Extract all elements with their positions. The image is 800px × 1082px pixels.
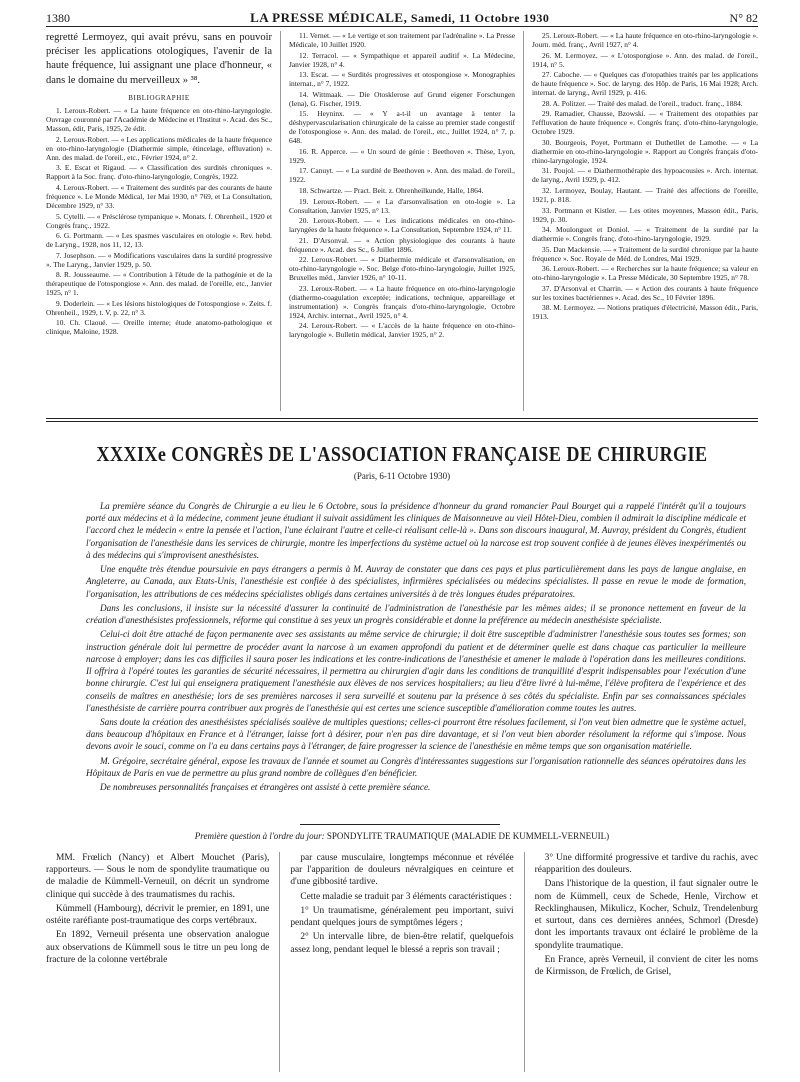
bibliography-entry: 10. Ch. Claoué. — Oreille interne; étude anatomo-pathologique et clinique, Maloine, 1928.: [46, 318, 272, 337]
report-paragraph: Cette maladie se traduit par 3 éléments caractéristiques :: [300, 891, 512, 902]
column-1: [46, 31, 272, 411]
bibliography-entry: 37. D'Arsonval et Charrin. — « Action des courants à haute fréquence sur les toxines bactériennes ». Acad. des Sc., 10 Février 1896.: [532, 283, 758, 302]
section-rule: [46, 418, 758, 419]
question-title: SPONDYLITE TRAUMATIQUE (MALADIE DE KUMMELL-VERNEUIL): [326, 831, 610, 841]
report-column-3: [535, 852, 758, 1072]
issue-number: N° 82: [729, 11, 758, 25]
column-2: [289, 31, 515, 411]
bibliography-entry: 2. Leroux-Robert. — « Les applications médicales de la haute fréquence en oto-rhino-laryngologie (Diathermie simple, étincelage, effluvation) ». Ann. des malad. de l'oreil., etc., Février 1924, n° 2.: [46, 134, 272, 162]
bibliography-list-3: [532, 31, 758, 321]
congress-report: [86, 500, 746, 795]
journal-name: LA PRESSE MÉDICALE,: [250, 10, 408, 25]
bibliography-list-1: [46, 106, 272, 336]
bibliography-entry: 16. R. Apperce. — « Un sourd de génie : Beethoven ». Thèse, Lyon, 1929.: [289, 146, 515, 165]
report-paragraph: Kümmell (Hambourg), décrivit le premier, en 1891, une ostéite raréfiante post-traumatique des corps vertébraux.: [46, 903, 270, 927]
question-prefix: Première question à l'ordre du jour:: [194, 831, 325, 841]
bibliography-entry: 20. Leroux-Robert. — « Les indications médicales en oto-rhino-laryngées de la haute fréquence ». La Consultation, Septembre 1924, n° 11.: [289, 216, 515, 235]
bibliography-entry: 35. Dan Mackensie. — « Traitement de la surdité chronique par la haute fréquence ». Soc. Royale de Méd. de Londres, Mai 1929.: [532, 244, 758, 263]
report-paragraph: En 1892, Verneuil présenta une observation analogue aux observations de Kümmell sous le titre un peu long de fracture de la colonne vertébrale: [46, 930, 270, 965]
bibliography-entry: 5. Cytelli. — « Présclérose tympanique ». Monats. f. Ohrenheil., 1920 et Congrès franç., 1922.: [46, 211, 272, 230]
column-divider: [523, 31, 524, 411]
bibliography-entry: 6. G. Portmann. — « Les spasmes vasculaires en otologie ». Rev. hebd. de Laryng., 1928, nos 11, 12, 13.: [46, 231, 272, 250]
bibliography-entry: 11. Vernet. — « Le vertige et son traitement par l'adrénaline ». La Presse Médicale, 10 Juillet 1920.: [289, 31, 515, 50]
report-column-1: [46, 852, 269, 1072]
bibliography-entry: 26. M. Lermoyez. — « L'otospongiose ». Ann. des malad. de l'oreil., 1914, n° 5.: [532, 50, 758, 69]
congress-paragraph: Celui-ci doit être attaché de façon permanente avec ses assistants au même service de chirurgie; il doit être susceptible d'administrer l'anesthésie sous toutes ses formes; son instruction générale doit lui permettre de procéder avant la narcose à un examen approfondi du patient et de déterminer quelle est dans chaque cas particulier la meilleure narcose à employer; dans les cas difficiles il saura poser les indications et les contre-indications de l'anesthésie et amener le malade à l'opération dans les meilleures conditions. Il offrira à l'opéré toutes les garanties de sécurité nécessaires, il permettra au chirurgien d'agir dans les conditions de tranquillité d'esprit indispensables pour l'exécution d'une bonne chirurgie. C'est lui qui enseignera pratiquement l'anesthésie aux élèves de nos services hospitaliers; au lieu d'être livré à lui-même, l'élève profitera de l'expérience et des conseils de maîtres en anesthésie; lors de ses premières narcoses il sera surveillé et soutenu par la présence à ses côtés du spécialiste. Enfin par ses connaissances spéciales l'anesthésiste de carrière pourra contribuer aux progrès de l'anesthésie qui est certes une science susceptible d'amélioration comme toutes les autres.: [86, 629, 746, 713]
bibliography-entry: 19. Leroux-Robert. — « La d'arsonvalisation en oto-logie ». La Consultation, Janvier 1925, n° 13.: [289, 196, 515, 215]
report-paragraph: Dans l'historique de la question, il faut signaler outre le nom de Kümmell, ceux de Schede, Henle, Virchow et Recklinghausen, Mikulicz, Kocher, Schulz, Trendelenburg et surtout, dans ces dernières années, Schmorl (Dresde) dont les importants travaux ont éclairé le problème de la spondylite traumatique.: [534, 879, 758, 951]
bibliography-entry: 17. Canuyt. — « La surdité de Beethoven ». Ann. des malad. de l'oreil., 1922.: [289, 166, 515, 185]
bibliography-entry: 4. Leroux-Robert. — « Traitement des surdités par des courants de haute fréquence ». Le Monde Médical, 1er Mai 1930, n° 769, et La Consultation, Décembre 1929, n° 33.: [46, 182, 272, 211]
bibliography-entry: 27. Caboche. — « Quelques cas d'otopathies traités par les applications de haute fréquence ». Soc. de laryng. des Hôp. de Paris, 16 Mai 1928; Arch. internat. de laryng., Avril 1929, p. 416.: [532, 70, 758, 98]
column-divider: [279, 852, 280, 1072]
bibliography-entry: 15. Heyninx. — « Y a-t-il un avantage à tenter la déshypervascularisation chirurgicale de la caisse au premier stade congestif de l'otospongiose ». Ann. des malad. de l'oreil., etc., Juillet 1924, n° 7, p. 648.: [289, 109, 515, 146]
congress-subtitle: (Paris, 6-11 Octobre 1930): [353, 471, 451, 481]
congress-paragraph: M. Grégoire, secrétaire général, expose les travaux de l'année et soumet au Congrès d'intéressantes suggestions sur l'organisation rationnelle des séances opératoires dans les Hôpitaux de Paris en vue de permettre au plus grand nombre de collègues d'en bénéficier.: [86, 755, 746, 778]
issue-date: Samedi, 11 Octobre 1930: [410, 11, 550, 25]
column-divider: [280, 31, 281, 411]
bibliography-entry: 29. Ramadier, Chausse, Bzowski. — « Traitement des otopathies par l'effluvation de haute fréquence ». Congrès franç. d'oto-rhino-laryngologie, Octobre 1929.: [532, 109, 758, 137]
bibliography-entry: 22. Leroux-Robert. — « Diathermie médicale et d'arsonvalisation, en oto-rhino-laryngologie ». Soc. Belge d'oto-rhino-laryngologie, Juillet 1925, Bruxelles méd., Janvier 1926, n° 10-11.: [289, 255, 515, 283]
bibliography-heading: BIBLIOGRAPHIE: [128, 93, 190, 102]
report-paragraph: 1° Un traumatisme, généralement peu important, suivi pendant quelques jours de symptômes légers ;: [290, 905, 514, 929]
section-rule-thin: [46, 421, 758, 422]
congress-paragraph: Une enquête très étendue poursuivie en pays étrangers a permis à M. Auvray de constater que dans ces pays et plus particulièrement dans les pays de langue anglaise, en Angleterre, au Canada, aux Etats-Unis, l'anesthésie est confiée à des spécialistes, infirmières spécialisées ou médecins spécialistes. Il passe en revue le mode de formation, l'organisation, les attributions de ces médecins spécialistes obligés dans certaines universités à de très longues études préparatoires.: [86, 564, 746, 599]
bibliography-entry: 13. Escat. — « Surdités progressives et otospongiose ». Monographies internat., n° 7, 1922.: [289, 70, 515, 89]
bibliography-entry: 12. Terracol. — « Sympathique et appareil auditif ». La Médecine, Janvier 1928, n° 4.: [289, 50, 515, 69]
bibliography-entry: 8. R. Jousseaume. — « Contribution à l'étude de la pathogénie et de la thérapeutique de l'otospongiose ». Ann. des malad. de l'oreille, etc., Janvier 1925, n° 1.: [46, 270, 272, 298]
bibliography-entry: 24. Leroux-Robert. — « L'accès de la haute fréquence en oto-rhino-laryngologie ». Bulletin médical, Janvier 1925, n° 2.: [289, 321, 515, 340]
congress-paragraph: Sans doute la création des anesthésistes spécialisés soulève de multiples questions; celles-ci pourront être résolues facilement, si l'on veut bien admettre que le système actuel, dans beaucoup d'hôpitaux en France et à l'étranger, laisse fort à désirer, pour n'en pas dire davantage, et si l'on veut bien aborder résolument la réforme qui s'impose. Nous devons avoir le souci, comme on l'a eu dans certains pays à l'étranger, de faire progresser la science de l'anesthésie en même temps que son organisation matérielle.: [86, 716, 746, 752]
bibliography-entry: 21. D'Arsonval. — « Action physiologique des courants à haute fréquence ». Acad. des Sc., 6 Juillet 1896.: [289, 235, 515, 254]
page-number: 1380: [46, 11, 70, 25]
report-column-2: [290, 852, 513, 1072]
bibliography-entry: 9. Doderlein. — « Les lésions histologiques de l'otospongiose ». Zeits. f. Ohrenheil., 1929, t. V, p. 22, n° 3.: [46, 298, 272, 317]
congress-paragraph: Dans les conclusions, il insiste sur la nécessité d'assurer la continuité de l'administration de l'anesthésie par les mêmes aides; il se prononce nettement en faveur de la création d'anesthésistes professionnels, réforme qui constitue à ses yeux un progrès considérable et donne la préférence au médecin anesthésiste spécialiste.: [86, 602, 746, 626]
bibliography-section: [46, 31, 758, 411]
bibliography-entry: 25. Leroux-Robert. — « La haute fréquence en oto-rhino-laryngologie ». Journ. méd. franç., Avril 1927, n° 4.: [532, 31, 758, 50]
report-paragraph: En France, après Verneuil, il convient de citer les noms de Kirmisson, de Frœlich, de Grisel,: [534, 954, 758, 977]
question-heading: [46, 831, 758, 841]
column-divider: [524, 852, 525, 1072]
bibliography-entry: 34. Moulonguet et Doniol. — « Traitement de la surdité par la diathermie ». Congrès franç. d'oto-rhino-laryngologie, 1929.: [532, 225, 758, 244]
congress-title: XXXIXe CONGRÈS DE L'ASSOCIATION FRANÇAISE DE CHIRURGIE: [96, 442, 708, 466]
bibliography-entry: 38. M. Lermoyez. — Notions pratiques d'électricité, Masson édit., Paris, 1913.: [532, 303, 758, 322]
congress-paragraph: De nombreuses personnalités françaises et étrangères ont assisté à cette première séance.: [100, 782, 431, 793]
bibliography-entry: 36. Leroux-Robert. — « Recherches sur la haute fréquence; sa valeur en oto-rhino-laryngologie ». La Presse Médicale, 30 Septembre 1925, n° 78.: [532, 264, 758, 283]
short-rule: [300, 824, 500, 825]
bibliography-entry: 23. Leroux-Robert. — « La haute fréquence en oto-rhino-laryngologie (diathermo-coagulation exceptée; indications, technique, appareillage et instrumentation) ». Congrès français d'oto-rhino-laryngologie, Octobre 1924, Archiv. internat., Avril 1925, n° 4.: [289, 283, 515, 320]
bibliography-entry: 14. Wittmaak. — Die Otosklerose auf Grund eigener Forschungen (Iena), G. Fischer, 1919.: [289, 89, 515, 108]
running-header: [46, 6, 758, 27]
bibliography-entry: 3. E. Escat et Rigaud. — « Classification des surdités chroniques ». Rapport à la Soc. franç. d'oto-rhino-laryngologie, Congrès, 1922.: [46, 163, 272, 182]
bibliography-entry: 18. Schwartze. — Pract. Beit. z. Ohrenheilkunde, Halle, 1864.: [299, 186, 484, 195]
bibliography-list-2: [289, 31, 515, 340]
bibliography-entry: 30. Bourgeois, Poyet, Portmann et Duthetllet de Lamothe. — « La diathermie en oto-rhino-laryngologie ». Rapport au Congrès français d'oto-rhino-laryngologie, 1924.: [532, 137, 758, 165]
bibliography-entry: 32. Lermoyez, Boulay, Hautant. — Traité des affections de l'oreille, 1921, p. 818.: [532, 186, 758, 205]
report-paragraph: par cause musculaire, longtemps méconnue et révélée par l'apparition de douleurs névralgiques en ceinture et d'une gibbosité tardive.: [290, 853, 514, 888]
article-ending: regretté Lermoyez, qui avait prévu, sans en pouvoir préciser les applications otologiques, l'avenir de la haute fréquence, lui assignant une place d'honneur, « dans le domaine du merveilleux » ³⁸.: [46, 32, 272, 86]
bibliography-entry: 1. Leroux-Robert. — « La haute fréquence en oto-rhino-laryngologie. Ouvrage couronné par l'Académie de Médecine et l'Institut ». Acad. des Sc., Masson, édit, Paris, 1925, 2e édit.: [46, 106, 272, 134]
bibliography-entry: 7. Josephson. — « Modifications vasculaires dans la surdité progressive ». The Laryng., Janvier 1929, p. 50.: [46, 250, 272, 269]
report-columns: [46, 852, 758, 1072]
bibliography-entry: 28. A. Politzer. — Traité des malad. de l'oreil., traduct. franç., 1884.: [542, 98, 743, 108]
report-paragraph: MM. Frœlich (Nancy) et Albert Mouchet (Paris), rapporteurs. — Sous le nom de spondylite traumatique ou de maladie de Kümmell-Verneuil, on décrit un syndrome clinique qui succède à des traumatismes du rachis.: [46, 853, 270, 900]
column-3: [532, 31, 758, 411]
report-paragraph: 3° Une difformité progressive et tardive du rachis, avec réapparition des douleurs.: [534, 853, 758, 876]
bibliography-entry: 31. Poujol. — « Diathermothérapie des hypoacousies ». Arch. internat. de laryng., Avril 1929, p. 412.: [532, 166, 758, 185]
bibliography-entry: 33. Portmann et Kistler. — Les otites moyennes, Masson édit., Paris, 1929, p. 30.: [532, 205, 758, 224]
journal-title: [250, 10, 549, 26]
report-paragraph: 2° Un intervalle libre, de bien-être relatif, quelquefois assez long, pendant lequel le blessé a repris son travail ;: [290, 932, 514, 955]
congress-paragraph: La première séance du Congrès de Chirurgie a eu lieu le 6 Octobre, sous la présidence d'honneur du grand romancier Paul Bourget qui a rappelé l'intérêt qu'il a toujours porté aux médecins et à la médecine, comment jeune étudiant il suivait assidûment les cliniques de Maisonneuve au vieil Hôtel-Dieu, combien il admirait la discipline médicale et l'accord chez le médecin « entre la pensée et l'action, l'une éclairant l'autre et celle-ci réalisant celle-là ». Dans son discours inaugural, M. Auvray, président du Congrès, étudient l'organisation de l'anesthésie dans les services de chirurgie, montre les imperfections du système actuel où la narcose est trop souvent confiée à de jeunes élèves inexpérimentés ou à des médecins qui s'improvisent anesthésistes.: [86, 501, 746, 560]
